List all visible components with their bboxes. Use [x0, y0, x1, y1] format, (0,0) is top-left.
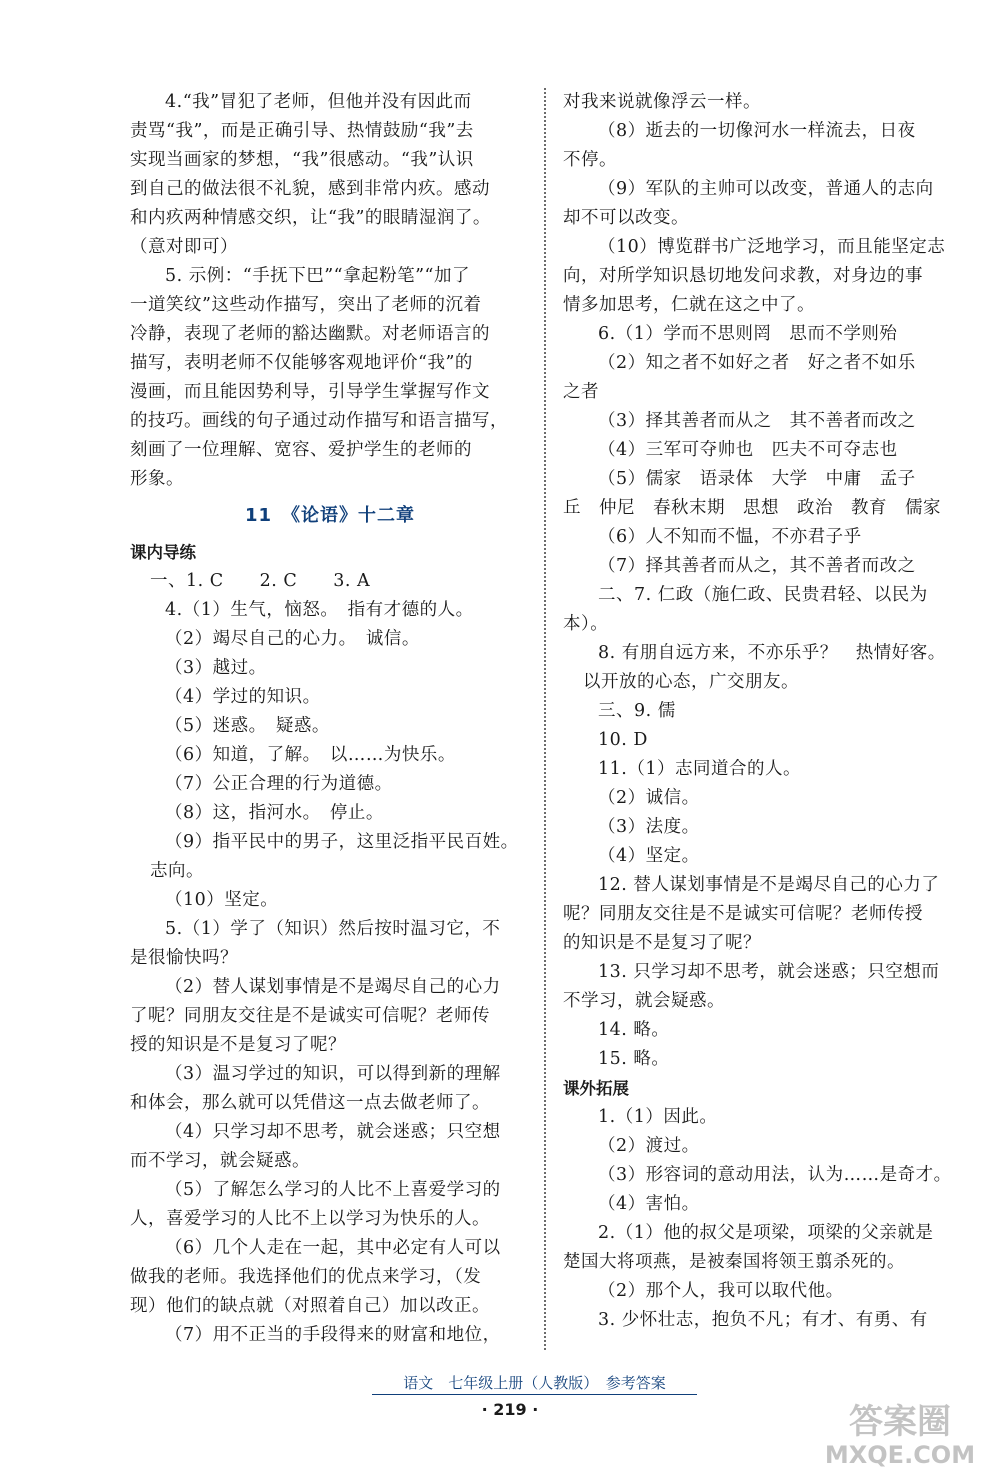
right-answers-part-1 — [563, 88, 963, 1074]
answer-line: 5.（1）学了（知识）然后按时温习它，不 — [165, 919, 501, 939]
answer-line: 15. 略。 — [598, 1049, 670, 1069]
answer-line: （5）了解怎么学习的人比不上喜爱学习的 — [165, 1180, 501, 1200]
answer-line: 呢？同朋友交往是不是诚实可信呢？老师传授 — [563, 904, 923, 924]
answer-line: （3）法度。 — [598, 817, 700, 837]
answer-line: 楚国大将项燕，是被秦国将领王翦杀死的。 — [563, 1252, 905, 1272]
answer-line: 冷静，表现了老师的豁达幽默。对老师语言的 — [130, 324, 490, 344]
answer-line: （3）择其善者而从之 其不善者而改之 — [598, 411, 916, 431]
answer-line: （3）温习学过的知识，可以得到新的理解 — [165, 1064, 501, 1084]
answer-line: 实现当画家的梦想，“我”很感动。“我”认识 — [130, 150, 474, 170]
answer-line: （4）三军可夺帅也 匹夫不可夺志也 — [598, 440, 898, 460]
answer-line: （7）用不正当的手段得来的财富和地位， — [165, 1325, 501, 1345]
page-number: · 219 · — [481, 1400, 539, 1419]
answer-line: 1.（1）因此。 — [598, 1107, 718, 1127]
answer-line: 不停。 — [563, 150, 617, 170]
watermark-bottom-text: MXQE.COM — [824, 1441, 976, 1469]
section-title: 11 《论语》十二章 — [244, 505, 416, 526]
answer-line: 10. D — [598, 730, 648, 750]
answer-line: （2）那个人，我可以取代他。 — [598, 1281, 844, 1301]
answer-line: （4）害怕。 — [598, 1194, 700, 1214]
answer-line: 本）。 — [563, 614, 609, 634]
answer-line: （9）军队的主帅可以改变，普通人的志向 — [598, 179, 934, 199]
answer-line: 授的知识是不是复习了呢？ — [130, 1035, 346, 1055]
answer-line: 情多加思考，仁就在这之中了。 — [563, 295, 815, 315]
answer-line: 3. 少怀壮志，抱负不凡；有才、有勇、有 — [598, 1310, 928, 1330]
answer-line: 丘 仲尼 春秋末期 思想 政治 教育 儒家 — [563, 498, 941, 518]
answer-line: 人，喜爱学习的人比不上以学习为快乐的人。 — [130, 1209, 490, 1229]
answer-line: （7）公正合理的行为道德。 — [165, 774, 393, 794]
answer-line: 的知识是不是复习了呢？ — [563, 933, 761, 953]
answer-line: 11.（1）志同道合的人。 — [598, 759, 801, 779]
answer-line: （2）竭尽自己的心力。 诚信。 — [165, 629, 420, 649]
subheading-extension: 课外拓展 — [563, 1079, 629, 1098]
answer-line: （5）迷惑。 疑惑。 — [165, 716, 330, 736]
answer-line: 现）他们的缺点就（对照着自己）加以改正。 — [130, 1296, 490, 1316]
book-footer: 语文 七年级上册（人教版） 参考答案 — [372, 1372, 697, 1395]
answer-line: 12. 替人谋划事情是不是竭尽自己的心力了 — [598, 875, 940, 895]
left-column — [130, 88, 530, 1350]
answer-line: 不学习，就会疑惑。 — [563, 991, 725, 1011]
answer-line: （6）知道，了解。 以……为快乐。 — [165, 745, 456, 765]
answer-line: （7）择其善者而从之，其不善者而改之 — [598, 556, 916, 576]
answer-line: 责骂“我”，而是正确引导、热情鼓励“我”去 — [130, 121, 474, 141]
answer-line: 漫画，而且能因势利导，引导学生掌握写作文 — [130, 382, 490, 402]
answer-line: （4）只学习却不思考，就会迷惑；只空想 — [165, 1122, 501, 1142]
answer-line: 2.（1）他的叔父是项梁，项梁的父亲就是 — [598, 1223, 934, 1243]
answer-line: 4.“我”冒犯了老师，但他并没有因此而 — [165, 92, 472, 112]
left-answers-part-2 — [130, 567, 530, 1350]
answer-line: （9）指平民中的男子，这里泛指平民百姓。 — [165, 832, 519, 852]
answer-line: （4）学过的知识。 — [165, 687, 321, 707]
answer-line: 描写，表明老师不仅能够客观地评价“我”的 — [130, 353, 473, 373]
answer-line: 了呢？同朋友交往是不是诚实可信呢？老师传 — [130, 1006, 490, 1026]
answer-line: 4.（1）生气，恼怒。 指有才德的人。 — [165, 600, 474, 620]
left-answers-part-1 — [130, 88, 530, 494]
column-divider — [544, 88, 546, 1350]
right-answers-part-2 — [563, 1103, 963, 1335]
answer-line: 以开放的心态，广交朋友。 — [583, 672, 799, 692]
answer-line: 之者 — [563, 382, 599, 402]
answer-line: 一、1. C 2. C 3. A — [150, 571, 371, 591]
answer-line: 形象。 — [130, 469, 184, 489]
watermark-top-text: 答案圈 — [849, 1402, 951, 1442]
answer-line: 三、9. 儒 — [598, 701, 676, 721]
answer-line: 是很愉快吗？ — [130, 948, 238, 968]
answer-line: 6.（1）学而不思则罔 思而不学则殆 — [598, 324, 898, 344]
right-column — [563, 88, 963, 1335]
answer-line: （10）坚定。 — [165, 890, 279, 910]
answer-line: 和内疚两种情感交织，让“我”的眼睛湿润了。 — [130, 208, 491, 228]
answer-line: （2）知之者不如好之者 好之者不如乐 — [598, 353, 916, 373]
answer-line: （5）儒家 语录体 大学 中庸 孟子 — [598, 469, 916, 489]
answer-line: （3）越过。 — [165, 658, 267, 678]
answer-line: 到自己的做法很不礼貌，感到非常内疚。感动 — [130, 179, 490, 199]
answer-line: （4）坚定。 — [598, 846, 700, 866]
watermark-logo — [810, 1395, 990, 1470]
answer-line: 向，对所学知识恳切地发问求教，对身边的事 — [563, 266, 923, 286]
answer-line: 14. 略。 — [598, 1020, 670, 1040]
answer-line: （2）诚信。 — [598, 788, 700, 808]
answer-line: 二、7. 仁政（施仁政、民贵君轻、以民为 — [598, 585, 928, 605]
answer-line: （意对即可） — [130, 237, 238, 257]
answer-line: 5. 示例：“手抚下巴”“拿起粉笔”“加了 — [165, 266, 470, 286]
answer-line: 一道笑纹”这些动作描写，突出了老师的沉着 — [130, 295, 482, 315]
answer-line: 而不学习，就会疑惑。 — [130, 1151, 310, 1171]
answer-line: （3）形容词的意动用法，认为……是奇才。 — [598, 1165, 952, 1185]
subheading-in-class: 课内导练 — [130, 543, 196, 562]
watermark-icon — [810, 1395, 990, 1470]
answer-line: （2）渡过。 — [598, 1136, 700, 1156]
answer-line: 对我来说就像浮云一样。 — [563, 92, 761, 112]
answer-line: （2）替人谋划事情是不是竭尽自己的心力 — [165, 977, 501, 997]
answer-line: （8）逝去的一切像河水一样流去，日夜 — [598, 121, 916, 141]
answer-line: 的技巧。画线的句子通过动作描写和语言描写， — [130, 411, 508, 431]
answer-line: 做我的老师。我选择他们的优点来学习，（发 — [130, 1267, 482, 1287]
answer-line: （8）这，指河水。 停止。 — [165, 803, 384, 823]
answer-line: 刻画了一位理解、宽容、爱护学生的老师的 — [130, 440, 472, 460]
answer-line: 和体会，那么就可以凭借这一点去做老师了。 — [130, 1093, 490, 1113]
answer-line: （10）博览群书广泛地学习，而且能坚定志 — [598, 237, 946, 257]
answer-line: 却不可以改变。 — [563, 208, 689, 228]
answer-line: 13. 只学习却不思考，就会迷惑；只空想而 — [598, 962, 940, 982]
answer-line: 8. 有朋自远方来，不亦乐乎？ 热情好客。 — [598, 643, 946, 663]
answer-line: （6）人不知而不愠，不亦君子乎 — [598, 527, 862, 547]
answer-line: 志向。 — [150, 861, 204, 881]
answer-line: （6）几个人走在一起，其中必定有人可以 — [165, 1238, 501, 1258]
